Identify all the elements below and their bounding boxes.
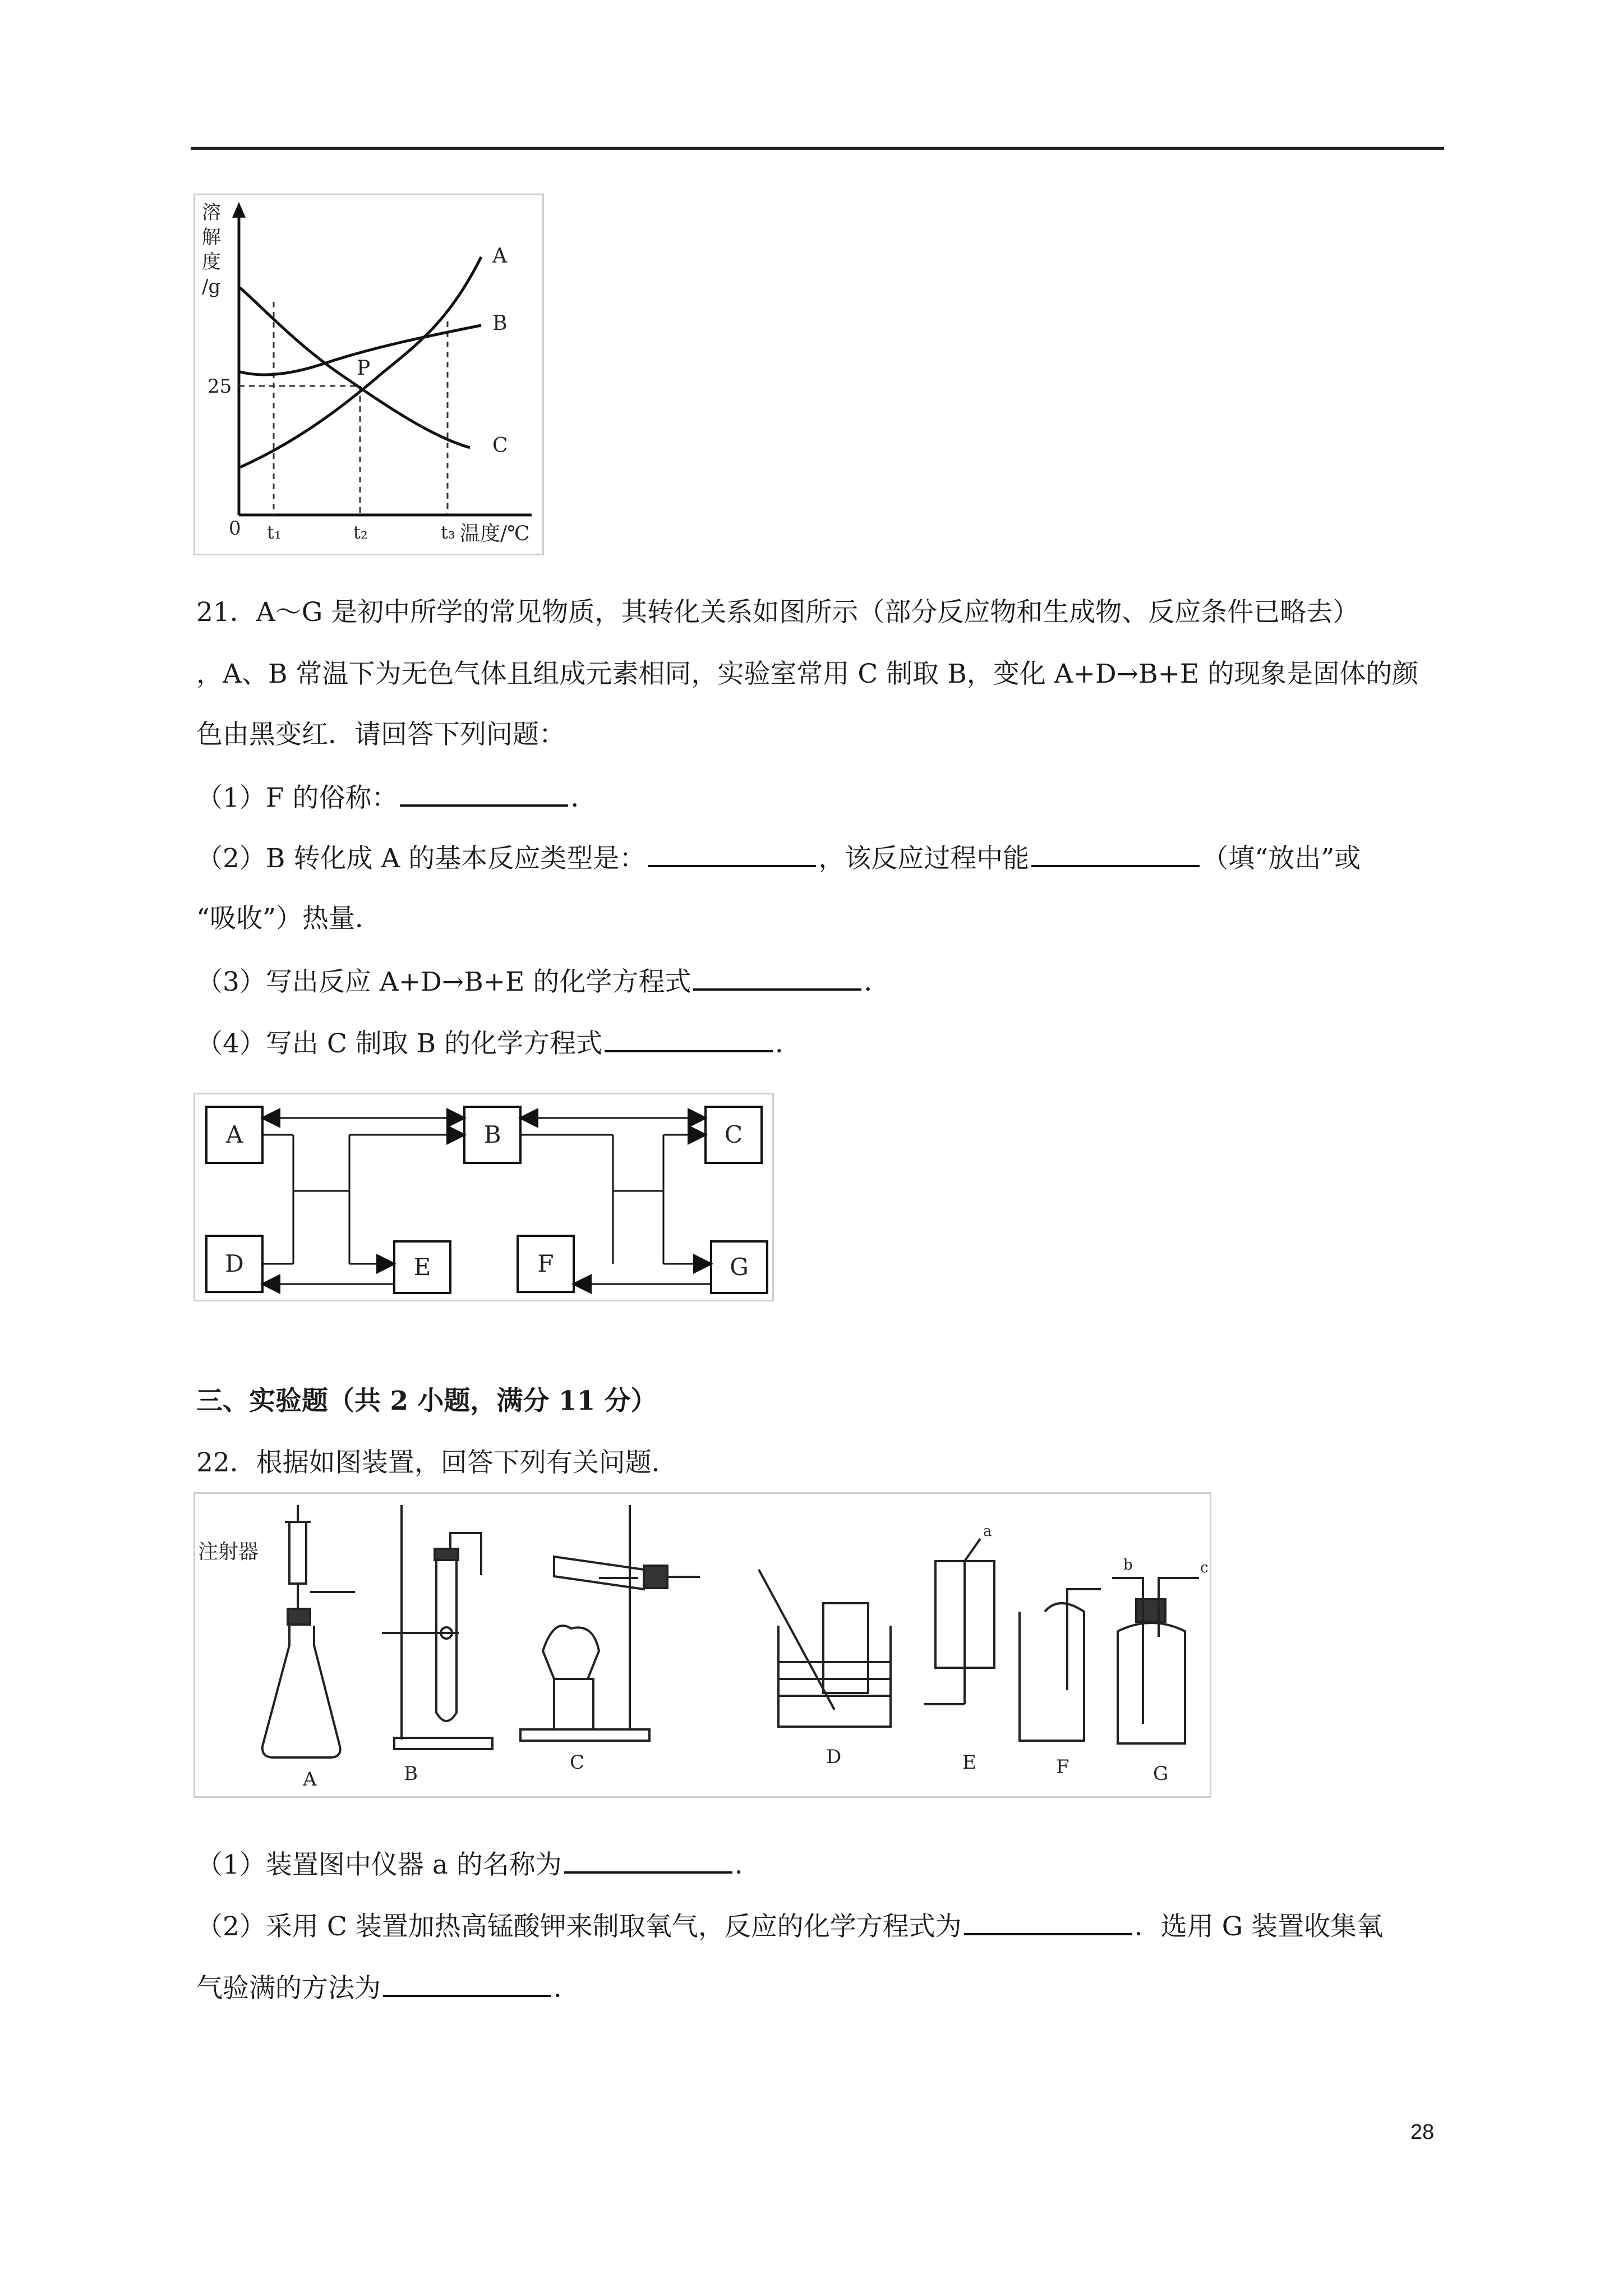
- y-axis-label-1: 溶: [202, 201, 221, 224]
- apparatus-f-bottle: [1020, 1589, 1101, 1741]
- q21-sub4: [196, 1025, 801, 1061]
- q22-sub1-end: ．: [734, 1849, 761, 1880]
- apparatus-label-b-small: b: [1123, 1557, 1133, 1573]
- q22-sub2-end: ．选用 G 装置收集氧: [1134, 1911, 1384, 1942]
- x-tick-t3: t₃: [441, 522, 455, 543]
- apparatus-svg: [195, 1494, 1210, 1796]
- q21-sub1-end: ．: [570, 783, 597, 813]
- curve-c-label: C: [492, 434, 508, 457]
- q21-sub1-blank[interactable]: [400, 780, 568, 807]
- x-axis-label: 温度/℃: [460, 522, 530, 545]
- q21-sub2-end: （填“放出”或: [1202, 843, 1361, 874]
- relation-diagram: [193, 1093, 774, 1301]
- apparatus-a-label: A: [303, 1768, 317, 1791]
- header-rule: [191, 147, 1444, 150]
- section3-title: 三、实验题（共 2 小题，满分 11 分）: [196, 1386, 657, 1416]
- curve-a-label: A: [492, 245, 507, 268]
- q22-sub2-text: （2）采用 C 装置加热高锰酸钾来制取氧气，反应的化学方程式为: [196, 1911, 962, 1942]
- apparatus-c-heating: [520, 1505, 700, 1741]
- apparatus-a-flask: [262, 1505, 355, 1757]
- box-f-label: F: [537, 1250, 554, 1277]
- q22-sub1-blank[interactable]: [564, 1847, 732, 1874]
- q21-sub2-blank2[interactable]: [1031, 840, 1200, 867]
- x-tick-t1: t₁: [267, 522, 282, 543]
- q22-sub2-blank2[interactable]: [383, 1970, 551, 1997]
- box-c-label: C: [724, 1121, 743, 1148]
- y-axis-label-2: 解: [202, 226, 221, 249]
- q22-sub2-line2: [196, 1970, 580, 2005]
- apparatus-label-c-small: c: [1200, 1559, 1209, 1576]
- q21-sub1: [196, 780, 597, 815]
- q21-sub3: [196, 964, 890, 999]
- y-axis-arrow: [232, 202, 246, 218]
- q21-sub4-text: （4）写出 C 制取 B 的化学方程式: [196, 1028, 603, 1059]
- q21-sub2: [196, 840, 1361, 876]
- apparatus-figure: [193, 1492, 1211, 1798]
- box-a-label: A: [225, 1121, 243, 1148]
- q21-sub2-blank1[interactable]: [648, 840, 816, 867]
- q22-sub2: [196, 1908, 1383, 1944]
- q22-sub2-line2-end: ．: [554, 1973, 580, 2004]
- syringe-label: 注射器: [198, 1540, 259, 1563]
- apparatus-c-label: C: [570, 1751, 585, 1774]
- y-axis-label-4: /g: [202, 275, 221, 298]
- q21-sub4-blank[interactable]: [605, 1025, 773, 1052]
- apparatus-f-label: F: [1056, 1756, 1069, 1778]
- apparatus-e-bottle: [924, 1539, 994, 1704]
- q21-sub2-line2: “吸收”）热量．: [196, 903, 382, 934]
- q22-sub2-blank1[interactable]: [964, 1908, 1132, 1935]
- solubility-chart-svg: [195, 195, 542, 554]
- apparatus-g-label: G: [1153, 1763, 1169, 1785]
- apparatus-d-trough: [759, 1570, 891, 1727]
- x-tick-t2: t₂: [353, 522, 368, 543]
- q22-sub1: [196, 1847, 761, 1882]
- apparatus-e-label: E: [962, 1751, 976, 1774]
- origin-label: 0: [229, 517, 241, 540]
- q21-line1: 21．A～G 是初中所学的常见物质，其转化关系如图所示（部分反应物和生成物、反应条件已略去）: [196, 597, 1359, 628]
- q21-sub1-text: （1）F 的俗称：: [196, 783, 398, 813]
- q21-sub2-mid: ，该反应过程中能: [818, 843, 1030, 874]
- page-number: 28: [1410, 2120, 1435, 2144]
- apparatus-b-stand: [382, 1505, 492, 1749]
- q21-line3: 色由黑变红．请回答下列问题：: [196, 719, 565, 750]
- q21-sub4-end: ．: [775, 1028, 802, 1059]
- q22-intro: 22．根据如图装置，回答下列有关问题．: [196, 1447, 678, 1478]
- apparatus-label-a-small: a: [983, 1523, 992, 1540]
- apparatus-g-bottle: [1112, 1578, 1199, 1743]
- q21-sub3-text: （3）写出反应 A+D→B+E 的化学方程式: [196, 967, 691, 997]
- q22-sub1-text: （1）装置图中仪器 a 的名称为: [196, 1849, 562, 1880]
- box-e-label: E: [413, 1253, 431, 1281]
- apparatus-d-label: D: [826, 1746, 842, 1768]
- apparatus-b-label: B: [404, 1763, 418, 1785]
- solubility-chart: [193, 194, 544, 555]
- y-axis-label-3: 度: [202, 251, 221, 273]
- q21-line2: ，A、B 常温下为无色气体且组成元素相同，实验室常用 C 制取 B，变化 A+D→B+E 的现象是固体的颜: [196, 659, 1419, 689]
- q21-sub3-blank[interactable]: [693, 964, 861, 991]
- relation-diagram-svg: [195, 1094, 772, 1300]
- q22-sub2-line2-text: 气验满的方法为: [196, 1973, 381, 2004]
- curve-b-label: B: [492, 312, 508, 335]
- q21-sub3-end: ．: [864, 967, 891, 997]
- point-p-label: P: [357, 357, 371, 380]
- box-d-label: D: [225, 1250, 244, 1277]
- box-b-label: B: [483, 1121, 501, 1148]
- y-tick-25: 25: [208, 375, 232, 398]
- q21-sub2-text: （2）B 转化成 A 的基本反应类型是：: [196, 843, 646, 874]
- box-g-label: G: [730, 1253, 749, 1281]
